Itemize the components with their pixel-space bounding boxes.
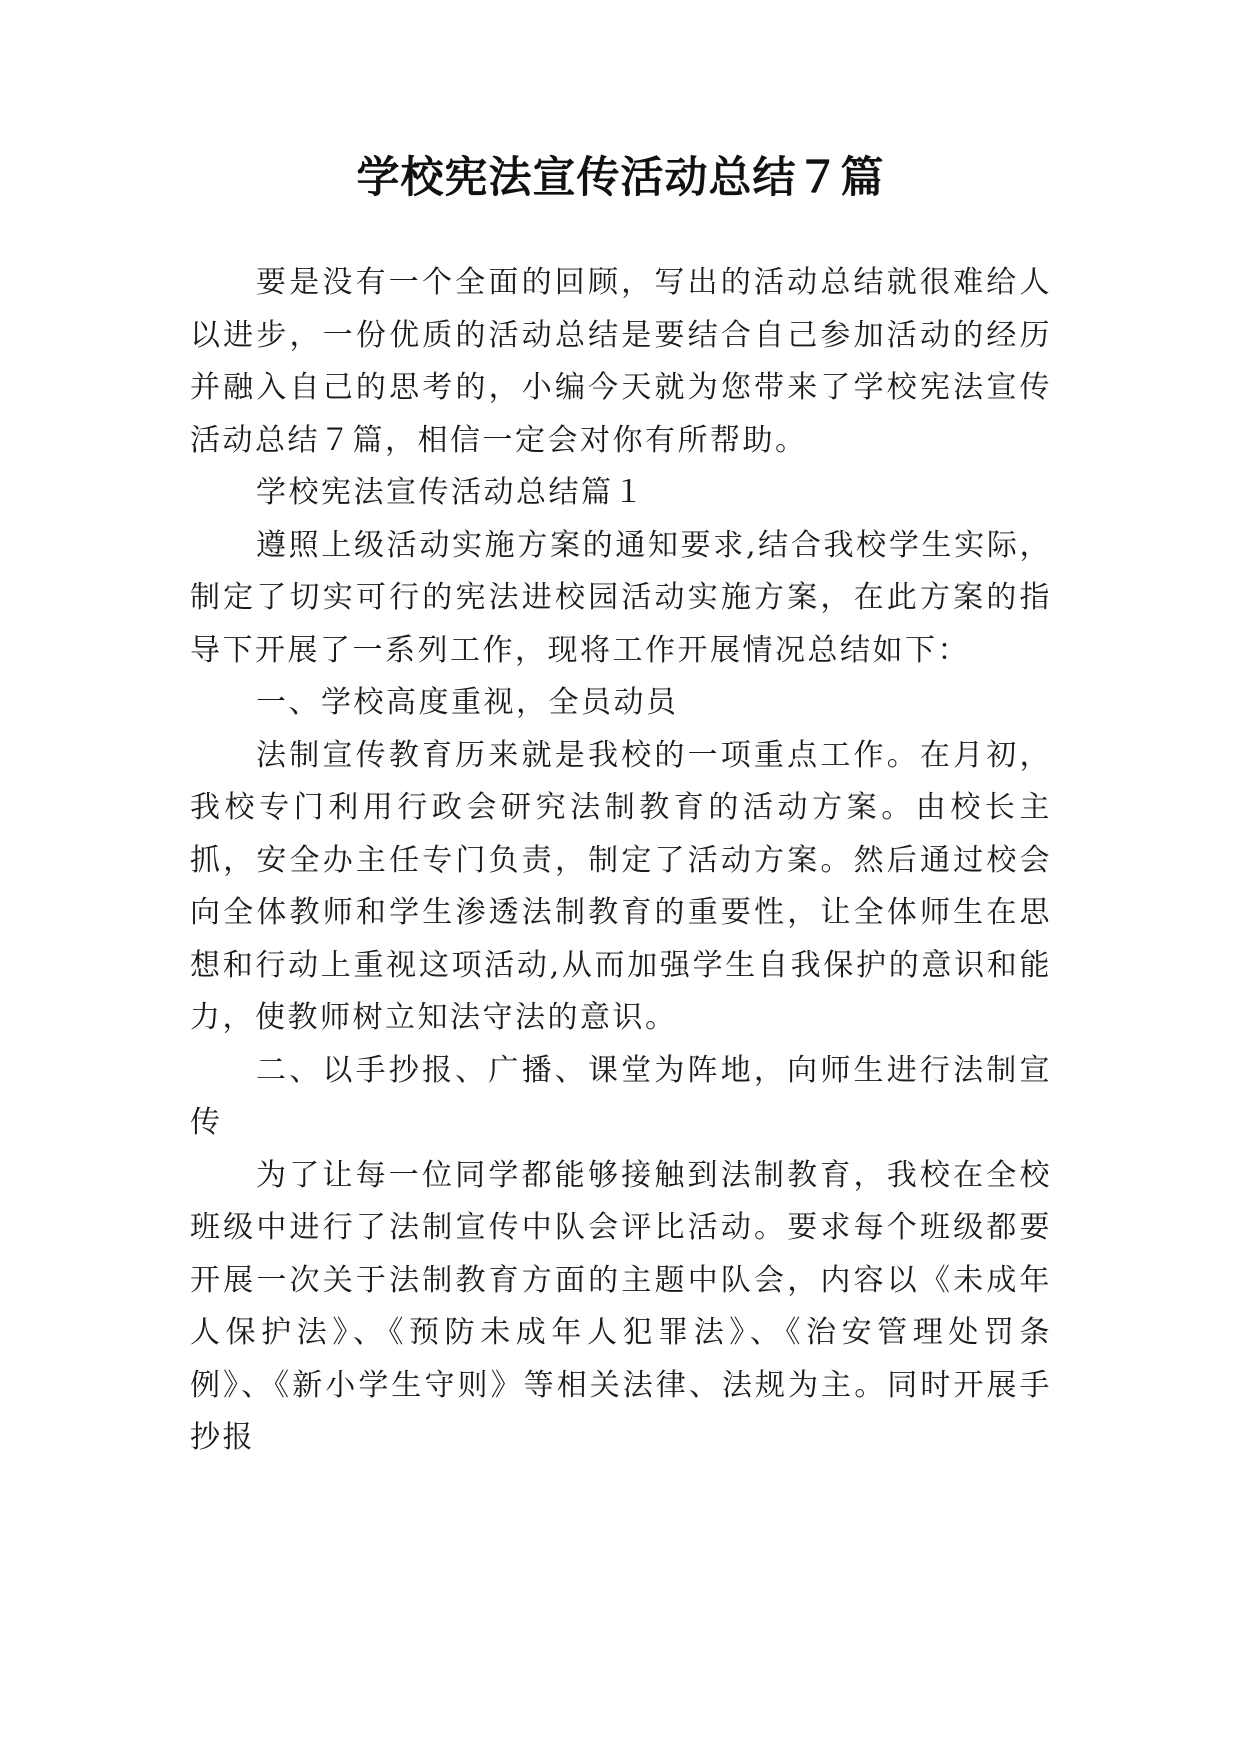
subheading-one: 一、学校高度重视，全员动员 xyxy=(256,685,679,720)
document-body xyxy=(190,257,1052,1465)
body-paragraph: 为了让每一位同学都能够接触到法制教育，我校在全校班级中进行了法制宣传中队会评比活动。要求每个班级都要开展一次关于法制教育方面的主题中队会，内容以《未成年人保护法》、《预防未成年人犯罪法》、《治安管理处罚条例》、《新小学生守则》等相关法律、法规为主。同时开展手抄报 xyxy=(190,1157,1052,1455)
intro-paragraph: 要是没有一个全面的回顾，写出的活动总结就很难给人以进步，一份优质的活动总结是要结合自己参加活动的经历并融入自己的思考的，小编今天就为您带来了学校宪法宣传活动总结７篇，相信一定会对你有所帮助。 xyxy=(190,265,1052,458)
body-paragraph: 遵照上级活动实施方案的通知要求,结合我校学生实际，制定了切实可行的宪法进校园活动实施方案，在此方案的指导下开展了一系列工作，现将工作开展情况总结如下： xyxy=(190,527,1052,668)
section-heading-part-1: 学校宪法宣传活动总结篇１ xyxy=(256,475,646,510)
subheading-two: 二、以手抄报、广播、课堂为阵地，向师生进行法制宣传 xyxy=(190,1052,1052,1140)
body-paragraph: 法制宣传教育历来就是我校的一项重点工作。在月初，我校专门利用行政会研究法制教育的活动方案。由校长主抓，安全办主任专门负责，制定了活动方案。然后通过校会向全体教师和学生渗透法制教育的重要性，让全体师生在思想和行动上重视这项活动,从而加强学生自我保护的意识和能力，使教师树立知法守法的意识。 xyxy=(190,737,1052,1035)
document-title: 学校宪法宣传活动总结７篇 xyxy=(356,153,885,203)
